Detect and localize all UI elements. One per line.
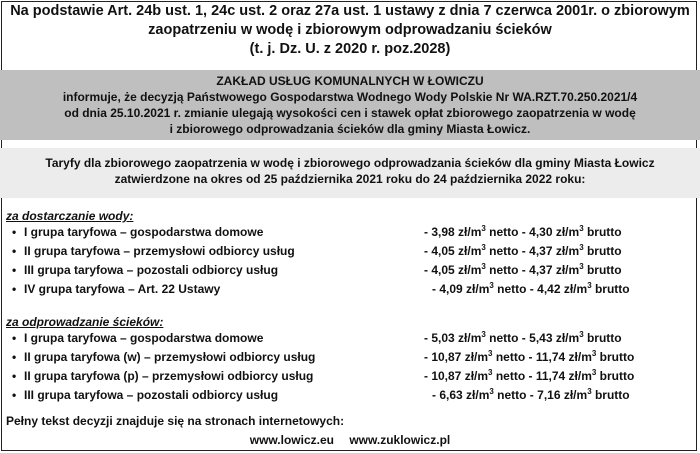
net-suffix: netto - [492,369,533,383]
net-price: - 4,05 zł/m [424,263,482,277]
unit-exponent: 3 [489,281,494,290]
unit-exponent: 3 [587,387,592,396]
notice-band [0,70,700,140]
gross-price: 4,30 zł/m [525,225,580,239]
unit-exponent: 3 [481,224,486,233]
tariff-group-label: II grupa taryfowa (p) – przemysłowi odbiorcy usług [24,369,314,383]
legal-basis-heading [0,2,700,59]
link-lowicz[interactable]: www.lowicz.eu [249,433,334,447]
heading-line-1: Na podstawie Art. 24b ust. 1, 24c ust. 2 oraz 27a ust. 1 ustawy z dnia 7 czerwca 2001r. o zbiorowym [10,3,690,19]
gross-suffix: brutto [583,263,622,277]
tariff-price [432,386,630,405]
notice-line-1: ZAKŁAD USŁUG KOMUNALNYCH W ŁOWICZU [216,74,484,88]
footer-links [0,433,700,447]
unit-exponent: 3 [481,243,486,252]
footer-text: Pełny tekst decyzji znajduje się na stronach internetowych: [6,414,345,428]
tariff-row [0,348,700,367]
tariff-group-label: II grupa taryfowa (w) – przemysłowi odbiorcy usług [24,350,316,364]
unit-exponent: 3 [579,243,584,252]
tariff-row [0,261,700,280]
gross-suffix: brutto [596,350,635,364]
net-price: - 10,87 zł/m [424,369,489,383]
tariff-price [424,242,622,261]
tariff-price [424,261,622,280]
gross-suffix: brutto [591,388,630,402]
water-section-title: za dostarczanie wody: [6,209,134,223]
bullet-icon: • [12,369,17,383]
net-price: - 4,05 zł/m [424,244,482,258]
unit-exponent: 3 [481,330,486,339]
net-price: - 3,98 zł/m [424,225,482,239]
gross-price: 11,74 zł/m [532,350,592,364]
gross-price: 11,74 zł/m [532,369,592,383]
tariff-row [0,223,700,242]
bullet-icon: • [12,331,17,345]
notice-line-3: od dnia 25.10.2021 r. zmianie ulegają wysokości cen i stawek opłat zbiorowego zaopatrzenia w wodę [64,106,636,120]
gross-price: 4,37 zł/m [525,244,580,258]
tariff-group-label: II grupa taryfowa – przemysłowi odbiorcy usług [24,244,295,258]
gross-suffix: brutto [583,244,622,258]
tariff-price [424,367,634,386]
net-price: - 10,87 zł/m [424,350,489,364]
tariff-intro-line-1: Taryfy dla zbiorowego zaopatrzenia w wodę i zbiorowego odprowadzania ścieków dla gminy Miasta Łowicz [45,156,655,170]
bullet-icon: • [12,282,17,296]
gross-price: 7,16 zł/m [533,388,588,402]
tariff-price [424,348,634,367]
gross-price: 5,43 zł/m [525,331,580,345]
unit-exponent: 3 [591,349,597,358]
heading-line-3: (t. j. Dz. U. z 2020 r. poz.2028) [249,41,451,57]
net-suffix: netto - [485,263,526,277]
notice-line-2: informuje, że decyzją Państwowego Gospodarstwa Wodnego Wody Polskie Nr WA.RZT.70.250.2021/4 [62,90,638,104]
gross-suffix: brutto [591,282,630,296]
unit-exponent: 3 [591,368,597,377]
bullet-icon: • [12,244,17,258]
net-suffix: netto - [485,225,526,239]
net-suffix: netto - [485,244,526,258]
bullet-icon: • [12,225,17,239]
water-tariff-list [0,223,700,299]
net-suffix: netto - [492,350,533,364]
bullet-icon: • [12,263,17,277]
bullet-icon: • [12,388,17,402]
net-suffix: netto - [485,331,526,345]
heading-line-2: zaopatrzeniu w wodę i zbiorowym odprowadzaniu ścieków [148,22,552,38]
unit-exponent: 3 [481,262,486,271]
bullet-icon: • [12,350,17,364]
tariff-row [0,386,700,405]
unit-exponent: 3 [488,349,493,358]
unit-exponent: 3 [488,368,493,377]
tariff-price [424,329,622,348]
sewage-tariff-list [0,329,700,405]
unit-exponent: 3 [489,387,494,396]
tariff-row [0,329,700,348]
tariff-group-label: I grupa taryfowa – gospodarstwa domowe [24,331,264,345]
tariff-group-label: IV grupa taryfowa – Art. 22 Ustawy [24,282,221,296]
gross-price: 4,42 zł/m [533,282,588,296]
tariff-row [0,280,700,299]
tariff-price [424,223,622,242]
net-price: - 5,03 zł/m [424,331,482,345]
net-price: - 4,09 zł/m [432,282,490,296]
tariff-group-label: III grupa taryfowa – pozostali odbiorcy usług [24,388,279,402]
net-price: - 6,63 zł/m [432,388,490,402]
tariff-row [0,242,700,261]
tariff-group-label: I grupa taryfowa – gospodarstwa domowe [24,225,264,239]
tariff-intro-band [0,148,700,198]
tariff-group-label: III grupa taryfowa – pozostali odbiorcy usług [24,263,279,277]
unit-exponent: 3 [579,224,584,233]
tariff-intro-line-2: zatwierdzone na okres od 25 października 2021 roku do 24 października 2022 roku: [114,172,586,186]
gross-suffix: brutto [596,369,635,383]
link-zuklowicz[interactable]: www.zuklowicz.pl [349,433,451,447]
net-suffix: netto - [493,282,534,296]
sewage-section-title: za odprowadzanie ścieków: [6,315,164,329]
notice-line-4: i zbiorowego odprowadzania ścieków dla gminy Miasta Łowicz. [169,122,531,136]
gross-suffix: brutto [583,331,622,345]
unit-exponent: 3 [579,262,584,271]
gross-price: 4,37 zł/m [525,263,580,277]
unit-exponent: 3 [579,330,584,339]
unit-exponent: 3 [587,281,592,290]
net-suffix: netto - [493,388,534,402]
tariff-price [432,280,630,299]
tariff-row [0,367,700,386]
gross-suffix: brutto [583,225,622,239]
